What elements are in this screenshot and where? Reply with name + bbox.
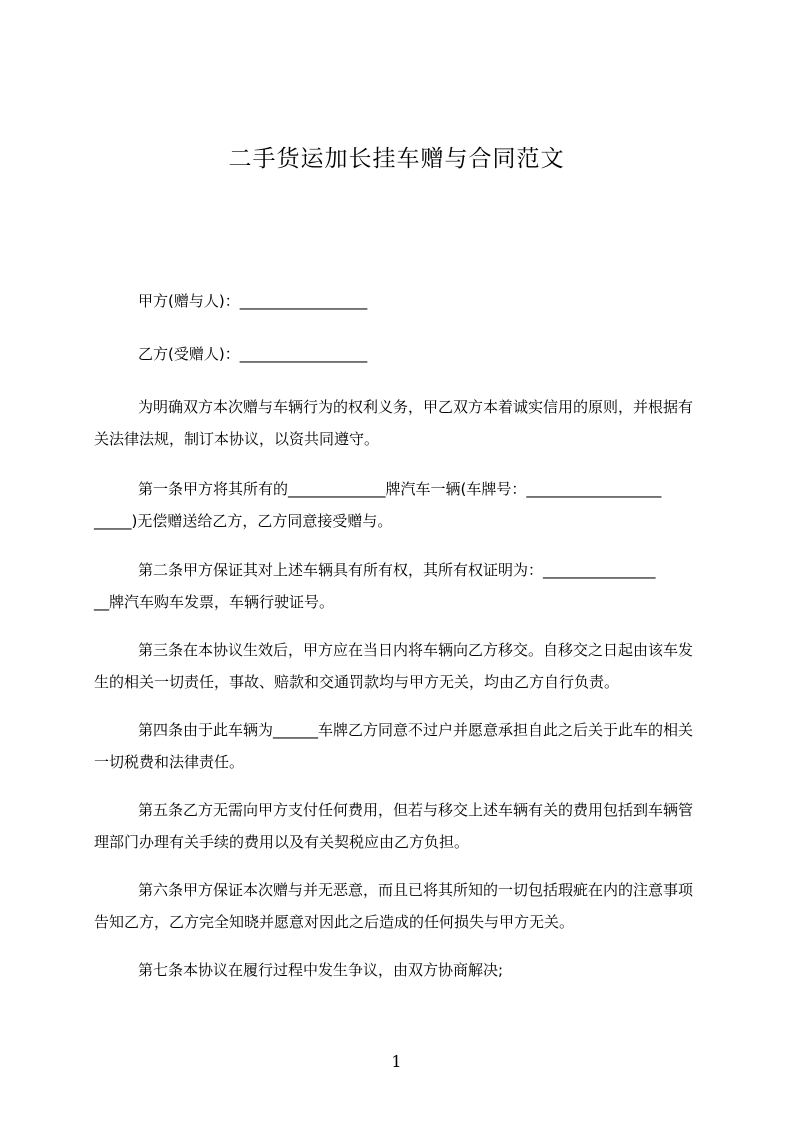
article-1-line-2: _____)无偿赠送给乙方，乙方同意接受赠与。 <box>94 512 393 530</box>
page-number: 1 <box>391 1052 402 1071</box>
article-7-paragraph: 第七条本协议在履行过程中发生争议，由双方协商解决; <box>138 961 504 979</box>
article-3-paragraph: 第三条在本协议生效后，甲方应在当日内将车辆向乙方移交。自移交之日起由该车发生的相关一切责任，事故、赔款和交通罚款均与甲方无关，均由乙方自行负责。 <box>94 641 694 691</box>
document-title: 二手货运加长挂车赠与合同范文 <box>228 146 565 172</box>
article-2-line-2: __牌汽车购车发票，车辆行驶证号。 <box>94 593 335 611</box>
article-1-line-1: 第一条甲方将其所有的_____________牌汽车一辆(车牌号：__________________ <box>138 480 662 498</box>
article-2-line-1: 第二条甲方保证其对上述车辆具有所有权，其所有权证明为：_______________ <box>138 561 656 579</box>
article-6-paragraph: 第六条甲方保证本次赠与并无恶意，而且已将其所知的一切包括瑕疵在内的注意事项告知乙方，乙方完全知晓并愿意对因此之后造成的任何损失与甲方无关。 <box>94 881 694 931</box>
article-5-paragraph: 第五条乙方无需向甲方支付任何费用，但若与移交上述车辆有关的费用包括到车辆管理部门办理有关手续的费用以及有关契税应由乙方负担。 <box>94 801 694 851</box>
party-a-line: 甲方(赠与人)：_________________ <box>138 292 368 310</box>
article-4-paragraph: 第四条由于此车辆为______车牌乙方同意不过户并愿意承担自此之后关于此车的相关一切税费和法律责任。 <box>94 721 694 771</box>
party-b-line: 乙方(受赠人)：_________________ <box>138 345 368 363</box>
intro-paragraph: 为明确双方本次赠与车辆行为的权利义务，甲乙双方本着诚实信用的原则，并根据有关法律法规，制订本协议，以资共同遵守。 <box>94 398 694 448</box>
